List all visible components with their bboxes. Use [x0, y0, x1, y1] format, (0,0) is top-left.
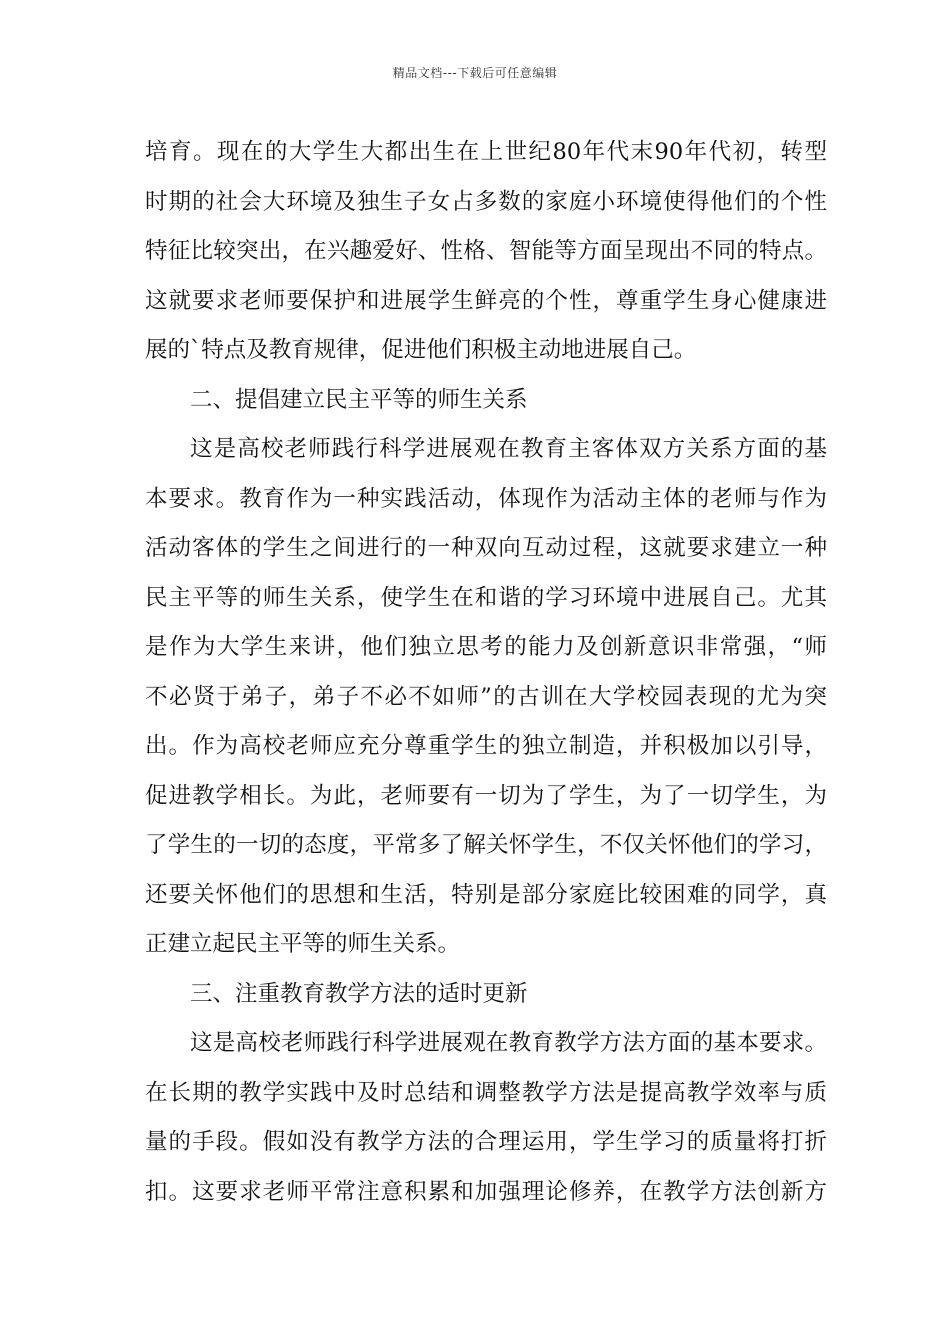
text-line: 了学生的一切的态度，平常多了解关怀学生，不仅关怀他们的学习， — [145, 832, 827, 858]
text-line: 培育。现在的大学生大都出生在上世纪80年代末90年代初，转型 — [145, 139, 827, 165]
text-line: 在长期的教学实践中及时总结和调整教学方法是提高教学效率与质 — [145, 1079, 827, 1106]
text-line: 这是高校老师践行科学进展观在教育主客体双方关系方面的基 — [190, 436, 827, 462]
text-line: 促进教学相长。为此，老师要有一切为了学生，为了一切学生，为 — [145, 782, 827, 809]
text-line: 本要求。教育作为一种实践活动，体现作为活动主体的老师与作为 — [145, 485, 827, 512]
text-line: 这就要求老师要保护和进展学生鲜亮的个性，尊重学生身心健康进 — [145, 287, 827, 314]
text-line: 民主平等的师生关系，使学生在和谐的学习环境中进展自己。尤其 — [145, 584, 827, 611]
text-line: 这是高校老师践行科学进展观在教育教学方法方面的基本要求。 — [190, 1030, 827, 1056]
text-line: 三、注重教育教学方法的适时更新 — [190, 980, 528, 1007]
text-line: 正建立起民主平等的师生关系。 — [145, 931, 461, 957]
text-line: 出。作为高校老师应充分尊重学生的独立制造，并积极加以引导， — [145, 733, 827, 759]
text-line: 时期的社会大环境及独生子女占多数的家庭小环境使得他们的个性 — [145, 188, 827, 215]
page-header: 精品文档---下载后可任意编辑 — [392, 66, 558, 80]
text-line: 活动客体的学生之间进行的一种双向互动过程，这就要求建立一种 — [145, 535, 827, 561]
text-line: 扣。这要求老师平常注意积累和加强理论修养，在教学方法创新方 — [145, 1178, 827, 1205]
text-line: 是作为大学生来讲，他们独立思考的能力及创新意识非常强，“师 — [145, 634, 827, 660]
text-line: 还要关怀他们的思想和生活，特别是部分家庭比较困难的同学，真 — [145, 881, 827, 908]
document-body — [145, 128, 827, 1217]
text-line: 展的`特点及教育规律，促进他们积极主动地进展自己。 — [145, 337, 697, 363]
text-line: 特征比较突出，在兴趣爱好、性格、智能等方面呈现出不同的特点。 — [145, 238, 827, 264]
text-line: 不必贤于弟子，弟子不必不如师”的古训在大学校园表现的尤为突 — [145, 683, 827, 710]
text-line: 量的手段。假如没有教学方法的合理运用，学生学习的质量将打折 — [145, 1129, 827, 1155]
text-line: 二、提倡建立民主平等的师生关系 — [190, 386, 528, 413]
